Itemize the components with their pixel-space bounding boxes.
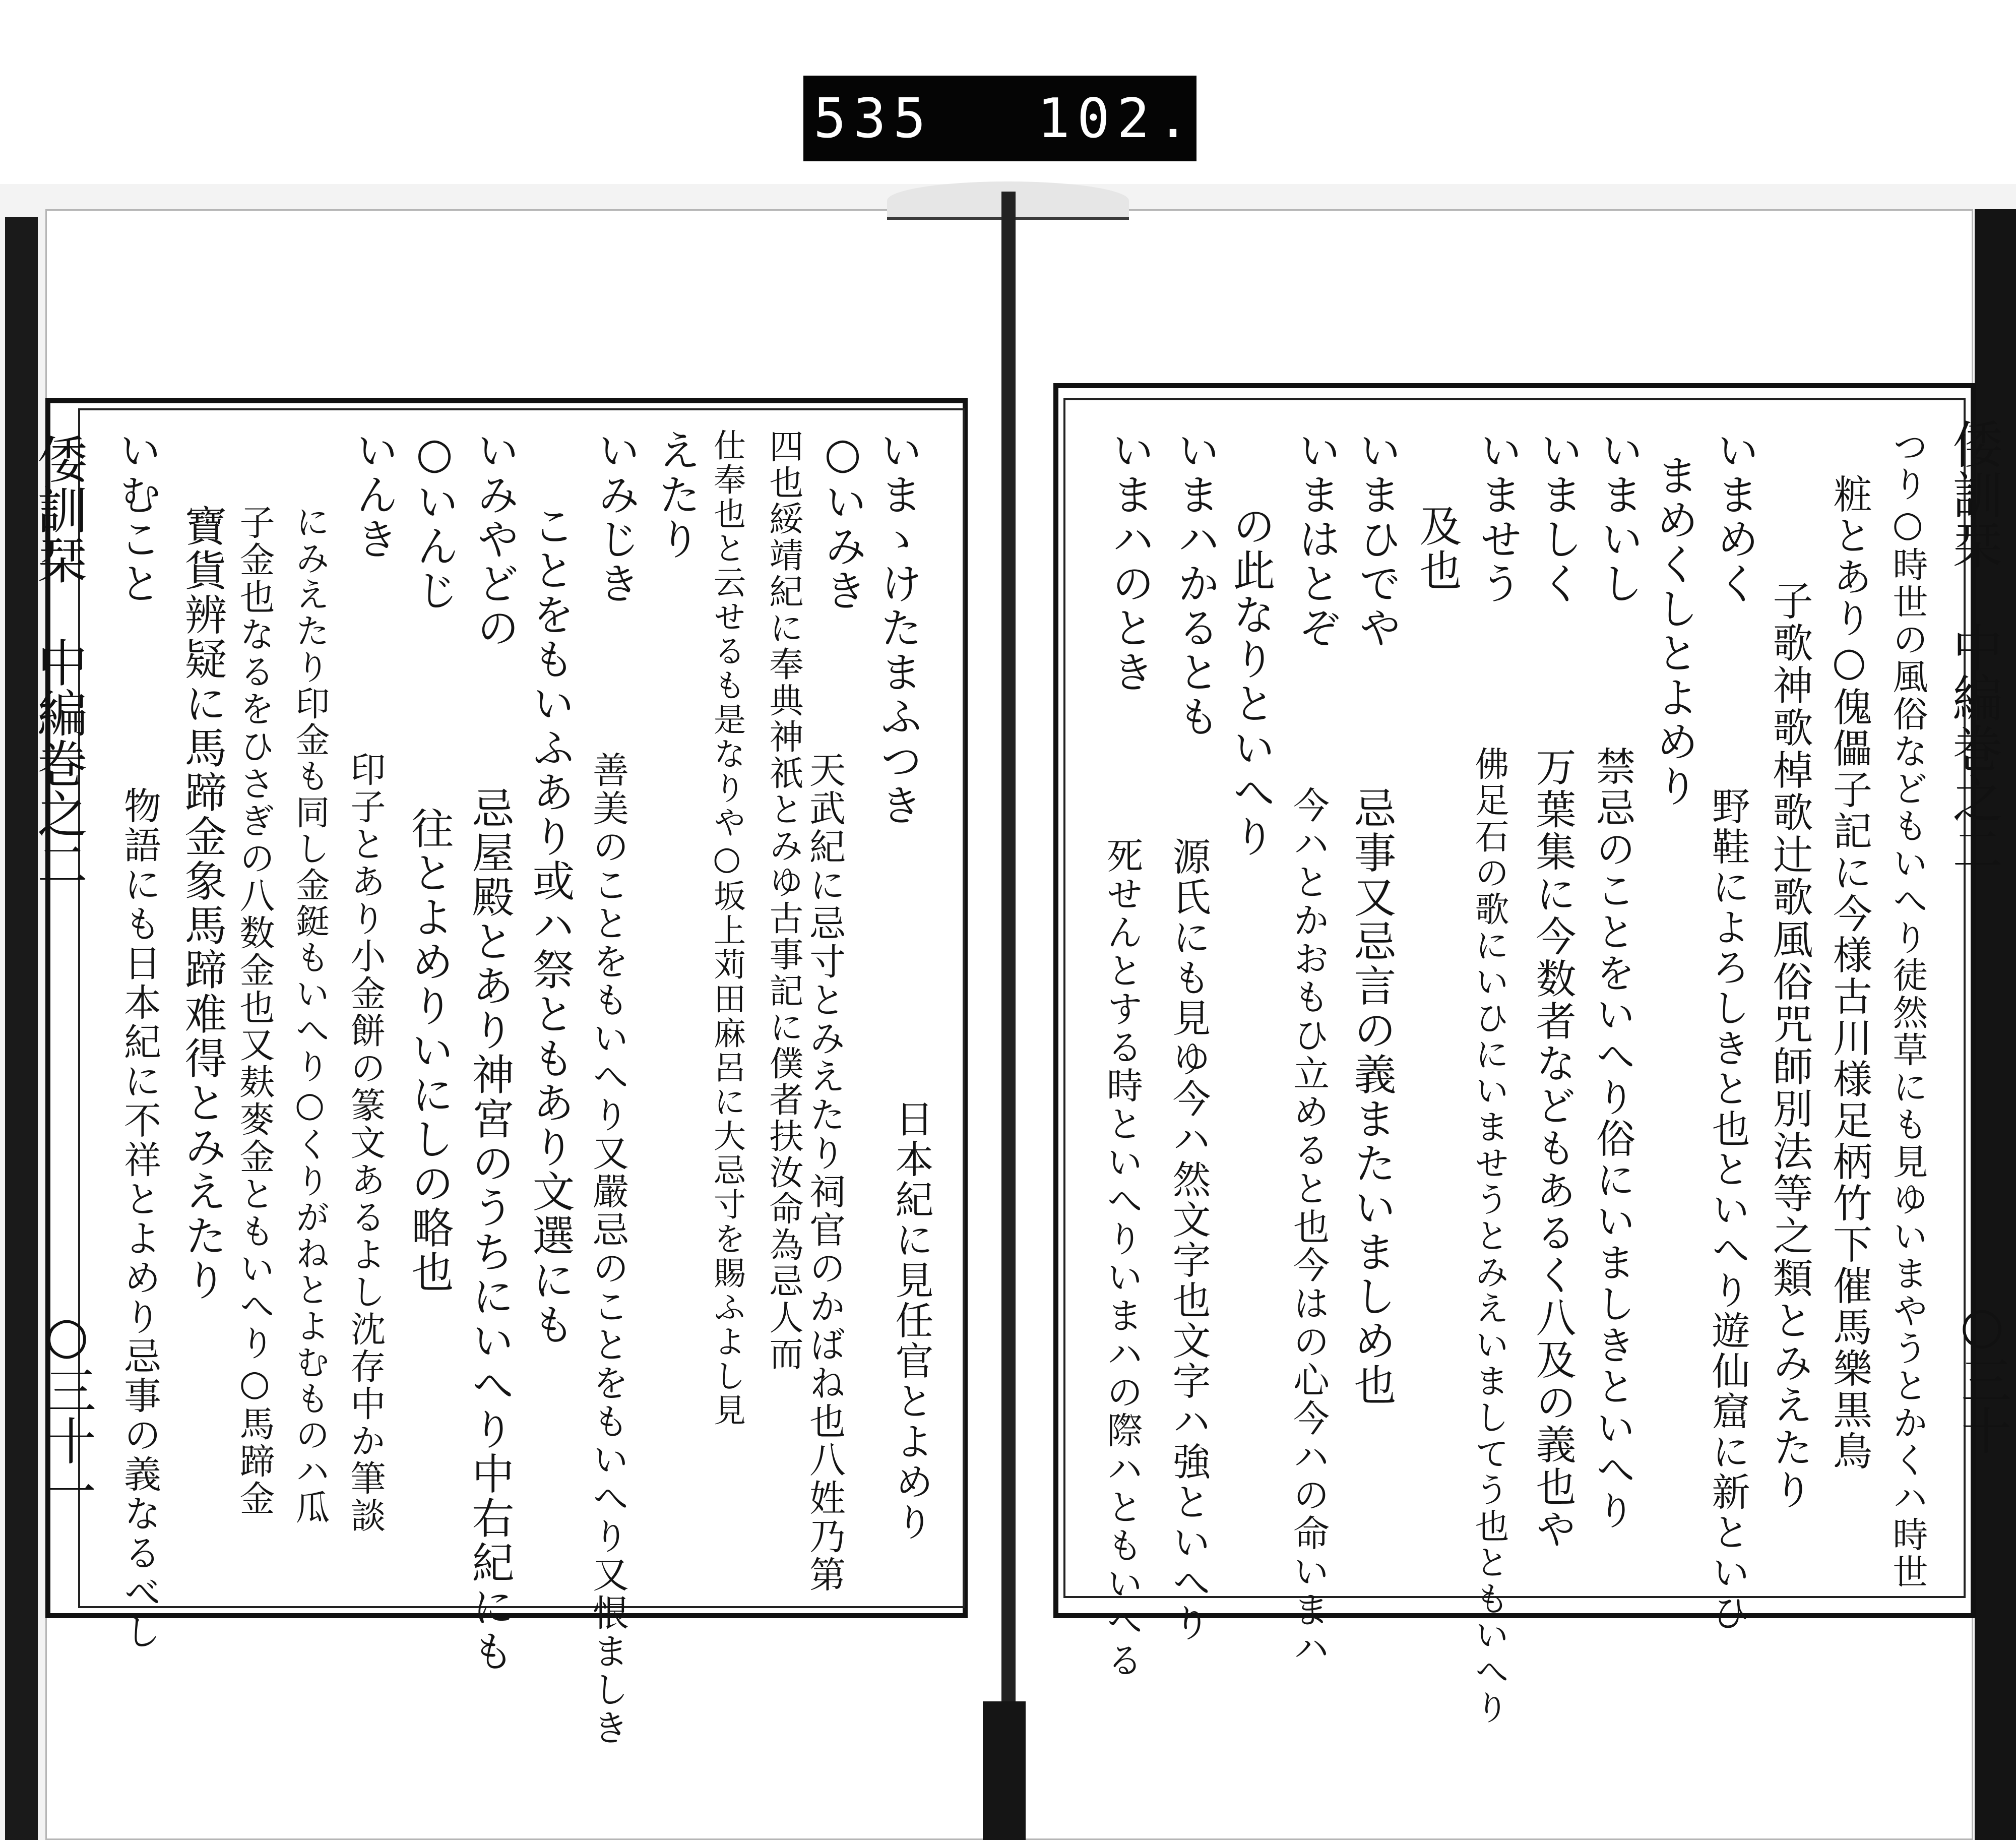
left-column: いんき <box>349 428 399 562</box>
catalog-label-right: 102. <box>1037 87 1196 150</box>
right-column: 源氏にも見ゆ今ハ然文字也文字ハ強といへり <box>1166 837 1211 1643</box>
left-column: 往とよめりいにしの略也 <box>405 807 454 1295</box>
left-margin-title-text: 倭訓栞 <box>29 434 88 585</box>
right-column: 子歌神歌棹歌辻歌風俗咒師別法等之類とみえたり <box>1766 580 1813 1511</box>
left-column: 寶貨辨疑に馬蹄金象馬蹄难得とみえたり <box>178 504 227 1303</box>
left-folio: ○三十一 <box>37 1306 96 1516</box>
left-margin-volume: 中編巻之二 <box>29 637 88 889</box>
right-column: 佛足石の歌にいひにいませうとみえいましてう也ともいへり <box>1469 746 1509 1726</box>
right-column: 今ハとかおもひ立めると也今はの心今ハの命いまハ <box>1287 786 1330 1668</box>
right-column: 忌事又忌言の義またいましめ也 <box>1347 786 1397 1407</box>
catalog-label <box>803 76 1196 161</box>
right-column: いませう <box>1473 428 1523 606</box>
left-column: にみえたり印金も同し金鋌もいへり○くりがねとよむものハ瓜 <box>290 504 330 1526</box>
right-column: いまハのとき <box>1105 428 1155 695</box>
right-column: 死せんとする時といへりいまハの際ハともいへる <box>1101 837 1143 1680</box>
left-column: ことをもいふあり或ハ祭ともあり文選にも <box>526 504 575 1347</box>
left-column: 四也綏靖紀に奉典神祇とみゆ古事記に僕者扶汝命為忌人而 <box>764 428 803 1372</box>
right-column: いまめく <box>1710 428 1759 606</box>
left-margin-title <box>30 434 86 889</box>
right-column: 粧とあり○傀儡子記に今様古川様足柄竹下催馬樂黒鳥 <box>1826 474 1872 1472</box>
left-column: いみやどの <box>470 428 520 650</box>
right-column: いましく <box>1534 428 1583 606</box>
left-column: いみじき <box>591 428 641 606</box>
right-column: の此なりといへり <box>1226 504 1276 859</box>
right-margin-volume: 中編巻之二 <box>1944 622 2003 874</box>
left-column: 善美のことをもいへり又嚴忌のことをもいへり又恨ましき <box>587 751 629 1747</box>
left-column: いまゝけたまふつき <box>873 428 923 828</box>
right-column: 万葉集に今数者などもあるく八及の義也や <box>1529 746 1576 1551</box>
right-margin-title <box>1945 418 2001 874</box>
left-column: いむこと <box>112 428 162 606</box>
catalog-label-left: 535 <box>813 87 933 150</box>
right-column: 及也 <box>1413 504 1462 593</box>
right-column: いまハかるとも <box>1171 428 1220 739</box>
left-column: 物語にも日本紀に不祥とよめり忌事の義なるべし <box>118 786 161 1651</box>
right-column: つり○時世の風俗などもいへり徒然草にも見ゆいまやうとかくハ時世 <box>1887 428 1928 1591</box>
left-column: 印子とあり小金餅の篆文あるよし沈存中か筆談 <box>345 751 386 1535</box>
left-column: ○いんじ <box>410 428 459 613</box>
right-column: いまひでや <box>1352 428 1402 650</box>
right-folio: ○三十 <box>1952 1296 2011 1455</box>
right-column: 野鞋によろしきと也といへり遊仙窟に新といひ <box>1706 786 1750 1633</box>
right-margin-title-text: 倭訓栞 <box>1944 418 2003 570</box>
left-column: ○いみき <box>818 428 867 613</box>
book-gutter <box>1001 192 1016 1840</box>
left-column: 日本紀に見任官とよめり <box>889 1099 934 1543</box>
right-column: まめくしとよめり <box>1650 454 1699 809</box>
left-column: えたり <box>652 428 701 562</box>
right-column: 禁忌のことをいへり俗にいましきといへり <box>1590 746 1635 1531</box>
gutter-tab <box>983 1701 1026 1840</box>
right-column: いまいし <box>1594 428 1644 606</box>
left-column: 忌屋殿とあり神宮のうちにいへり中右紀にも <box>465 786 515 1674</box>
left-column: 天武紀に忌寸とみえたり祠官のかばね也八姓乃第 <box>803 751 846 1594</box>
left-column: 仕奉也と云せるも是なりや○坂上苅田麻呂に大忌寸を賜ふよし見 <box>708 428 745 1428</box>
right-column: いまはとぞ <box>1292 428 1341 650</box>
left-column: 子金也なるをひさぎの八数金也又麸麥金ともいへり○馬蹄金 <box>234 504 275 1517</box>
